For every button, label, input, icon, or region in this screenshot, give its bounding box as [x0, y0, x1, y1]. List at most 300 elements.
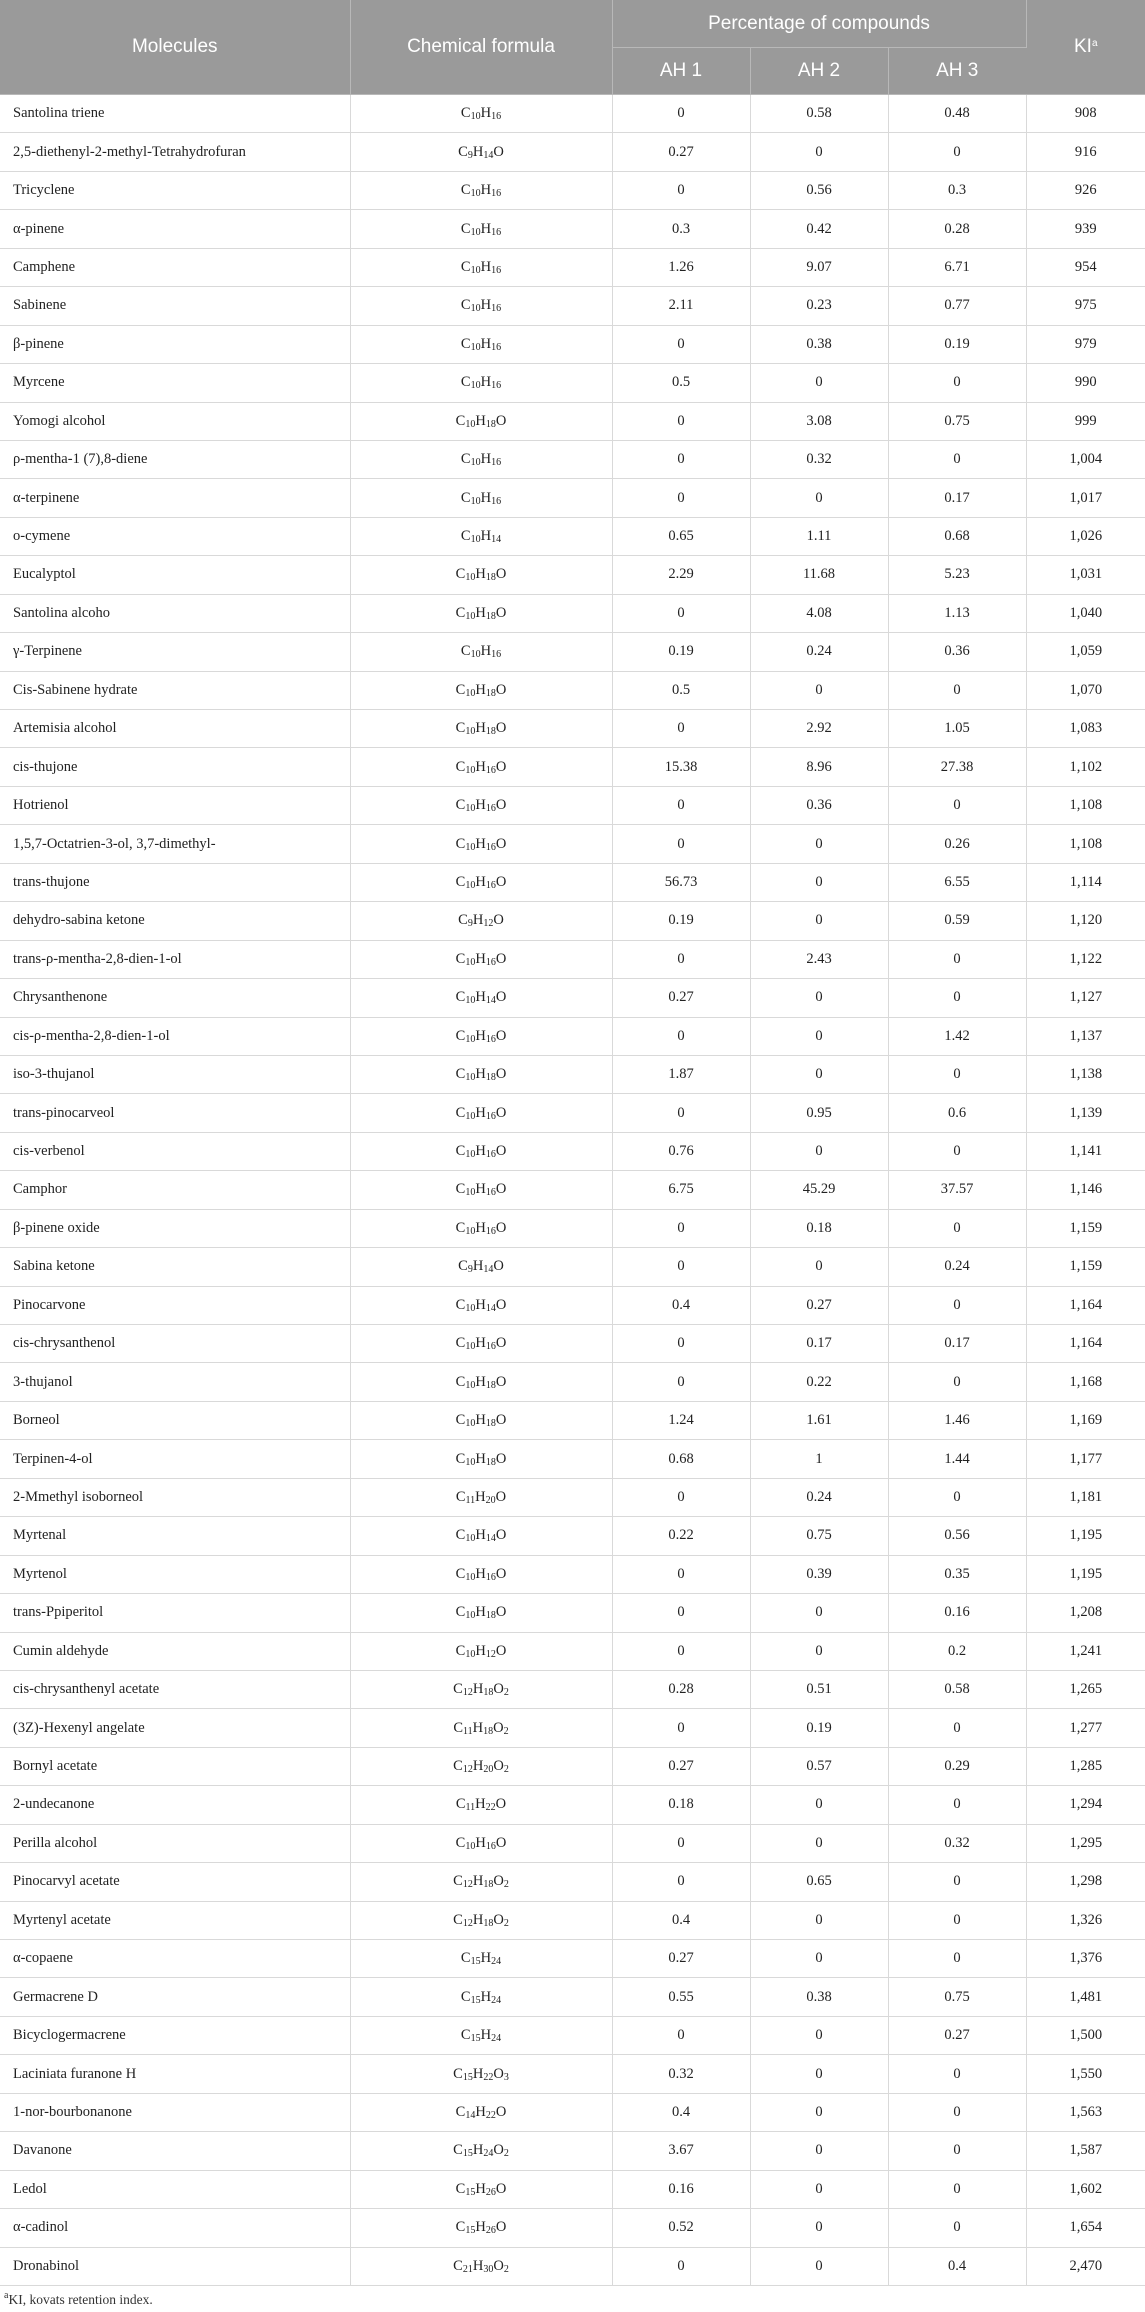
- ah2-value-cell: 0: [750, 1017, 888, 1055]
- ah3-value-cell: 0: [888, 440, 1026, 478]
- ki-value-cell: 1,159: [1026, 1209, 1145, 1247]
- chemical-formula-cell: $C_{10}H_{16}O$: [350, 863, 612, 901]
- chemical-formula-cell: $C_{10}H_{14}O$: [350, 979, 612, 1017]
- ah1-value-cell: 0.22: [612, 1517, 750, 1555]
- chemical-formula-cell: $C_{10}H_{16}O$: [350, 1017, 612, 1055]
- ki-value-cell: 1,137: [1026, 1017, 1145, 1055]
- ah1-value-cell: 0.27: [612, 1747, 750, 1785]
- molecule-name-cell: α-pinene: [0, 210, 350, 248]
- ki-value-cell: 1,587: [1026, 2132, 1145, 2170]
- table-row: [0, 671, 1145, 709]
- ah3-value-cell: 0.35: [888, 1555, 1026, 1593]
- molecule-name-cell: Myrtenol: [0, 1555, 350, 1593]
- ah3-value-cell: 0.36: [888, 633, 1026, 671]
- ah1-value-cell: 0: [612, 325, 750, 363]
- ki-value-cell: 1,177: [1026, 1440, 1145, 1478]
- table-row: [0, 287, 1145, 325]
- chemical-formula-cell: $C_{10}H_{18}O$: [350, 710, 612, 748]
- ah2-value-cell: 0.24: [750, 1478, 888, 1516]
- molecule-name-cell: Sabinene: [0, 287, 350, 325]
- ah3-value-cell: 1.05: [888, 710, 1026, 748]
- chemical-formula-cell: $C_{10}H_{16}O$: [350, 1209, 612, 1247]
- ah2-value-cell: 0.19: [750, 1709, 888, 1747]
- molecule-name-cell: Dronabinol: [0, 2247, 350, 2285]
- chemical-formula-cell: $C_{10}H_{16}$: [350, 248, 612, 286]
- ah3-value-cell: 0.19: [888, 325, 1026, 363]
- ah3-value-cell: 0: [888, 1940, 1026, 1978]
- ah1-value-cell: 0: [612, 710, 750, 748]
- ah3-value-cell: 0: [888, 2132, 1026, 2170]
- table-row: [0, 171, 1145, 209]
- ah1-value-cell: 0: [612, 594, 750, 632]
- ah3-value-cell: 0.16: [888, 1594, 1026, 1632]
- ah2-value-cell: 11.68: [750, 556, 888, 594]
- ki-value-cell: 1,550: [1026, 2055, 1145, 2093]
- header-molecules: Molecules: [0, 0, 350, 95]
- ah2-value-cell: 0: [750, 1132, 888, 1170]
- ah3-value-cell: 0.77: [888, 287, 1026, 325]
- ah2-value-cell: 0.32: [750, 440, 888, 478]
- table-row: [0, 2247, 1145, 2285]
- ah3-value-cell: 0.48: [888, 95, 1026, 133]
- table-row: [0, 940, 1145, 978]
- molecule-name-cell: β-pinene: [0, 325, 350, 363]
- table-row: [0, 1940, 1145, 1978]
- ki-value-cell: 1,326: [1026, 1901, 1145, 1939]
- header-percentage: Percentage of compounds: [612, 0, 1026, 48]
- molecule-name-cell: Bornyl acetate: [0, 1747, 350, 1785]
- chemical-formula-cell: $C_{10}H_{16}O$: [350, 1094, 612, 1132]
- chemical-formula-cell: $C_{10}H_{16}O$: [350, 1132, 612, 1170]
- table-row: [0, 863, 1145, 901]
- ah2-value-cell: 0.65: [750, 1863, 888, 1901]
- ah1-value-cell: 2.11: [612, 287, 750, 325]
- ki-value-cell: 1,108: [1026, 786, 1145, 824]
- chemical-formula-cell: $C_{10}H_{16}$: [350, 364, 612, 402]
- table-row: [0, 1863, 1145, 1901]
- chemical-formula-cell: $C_{10}H_{16}O$: [350, 1555, 612, 1593]
- table-row: [0, 248, 1145, 286]
- molecule-name-cell: ρ-mentha-1 (7),8-diene: [0, 440, 350, 478]
- chemical-formula-cell: $C_{15}H_{26}O$: [350, 2170, 612, 2208]
- molecule-name-cell: Myrtenyl acetate: [0, 1901, 350, 1939]
- chemical-formula-cell: $C_{10}H_{18}O$: [350, 1594, 612, 1632]
- ki-value-cell: 1,195: [1026, 1555, 1145, 1593]
- ah3-value-cell: 0.75: [888, 1978, 1026, 2016]
- ki-value-cell: 1,108: [1026, 825, 1145, 863]
- chemical-formula-cell: $C_{15}H_{26}O$: [350, 2209, 612, 2247]
- table-row: [0, 1440, 1145, 1478]
- ki-value-cell: 1,500: [1026, 2016, 1145, 2054]
- chemical-formula-cell: $C_{11}H_{20}O$: [350, 1478, 612, 1516]
- ah1-value-cell: 0: [612, 1824, 750, 1862]
- ki-value-cell: 1,026: [1026, 517, 1145, 555]
- table-row: [0, 364, 1145, 402]
- ah1-value-cell: 0: [612, 1555, 750, 1593]
- ah2-value-cell: 0.51: [750, 1670, 888, 1708]
- table-row: [0, 1401, 1145, 1439]
- ah2-value-cell: 0.42: [750, 210, 888, 248]
- molecule-name-cell: cis-ρ-mentha-2,8-dien-1-ol: [0, 1017, 350, 1055]
- ki-value-cell: 1,070: [1026, 671, 1145, 709]
- table-row: [0, 1670, 1145, 1708]
- ah2-value-cell: 0.22: [750, 1363, 888, 1401]
- ah3-value-cell: 0.6: [888, 1094, 1026, 1132]
- chemical-formula-cell: $C_{10}H_{16}O$: [350, 940, 612, 978]
- chemical-formula-cell: $C_{15}H_{24}$: [350, 2016, 612, 2054]
- ah2-value-cell: 0.36: [750, 786, 888, 824]
- ah1-value-cell: 0.76: [612, 1132, 750, 1170]
- ah1-value-cell: 1.87: [612, 1055, 750, 1093]
- ah3-value-cell: 0.68: [888, 517, 1026, 555]
- table-header: [0, 0, 1145, 95]
- molecule-name-cell: Pinocarvyl acetate: [0, 1863, 350, 1901]
- molecule-name-cell: Bicyclogermacrene: [0, 2016, 350, 2054]
- ah1-value-cell: 0: [612, 402, 750, 440]
- ah3-value-cell: 0: [888, 133, 1026, 171]
- table-row: [0, 1632, 1145, 1670]
- ah1-value-cell: 0.4: [612, 2093, 750, 2131]
- ah3-value-cell: 0: [888, 1132, 1026, 1170]
- molecule-name-cell: Camphor: [0, 1171, 350, 1209]
- molecule-name-cell: cis-chrysanthenol: [0, 1325, 350, 1363]
- ki-value-cell: 2,470: [1026, 2247, 1145, 2285]
- ki-value-cell: 939: [1026, 210, 1145, 248]
- molecule-name-cell: Pinocarvone: [0, 1286, 350, 1324]
- ki-value-cell: 1,654: [1026, 2209, 1145, 2247]
- ah3-value-cell: 1.44: [888, 1440, 1026, 1478]
- table-row: [0, 1017, 1145, 1055]
- ki-value-cell: 1,295: [1026, 1824, 1145, 1862]
- molecule-name-cell: Borneol: [0, 1401, 350, 1439]
- ah2-value-cell: 0: [750, 1940, 888, 1978]
- ki-value-cell: 1,602: [1026, 2170, 1145, 2208]
- ah1-value-cell: 3.67: [612, 2132, 750, 2170]
- molecule-name-cell: γ-Terpinene: [0, 633, 350, 671]
- ah3-value-cell: 0: [888, 786, 1026, 824]
- chemical-formula-cell: $C_{10}H_{18}O$: [350, 1401, 612, 1439]
- ah1-value-cell: 0: [612, 1209, 750, 1247]
- header-ah2: AH 2: [750, 48, 888, 95]
- ah1-value-cell: 0.4: [612, 1901, 750, 1939]
- ah1-value-cell: 0: [612, 1632, 750, 1670]
- ah3-value-cell: 0: [888, 2055, 1026, 2093]
- chemical-formula-cell: $C_{15}H_{24}$: [350, 1940, 612, 1978]
- molecule-name-cell: α-copaene: [0, 1940, 350, 1978]
- table-row: [0, 1132, 1145, 1170]
- chemical-formula-cell: $C_{10}H_{18}O$: [350, 671, 612, 709]
- table-row: [0, 2093, 1145, 2131]
- chemical-formula-cell: $C_{10}H_{16}$: [350, 325, 612, 363]
- ah3-value-cell: 1.42: [888, 1017, 1026, 1055]
- ah1-value-cell: 0: [612, 479, 750, 517]
- ah2-value-cell: 0: [750, 902, 888, 940]
- ah3-value-cell: 0: [888, 1863, 1026, 1901]
- table-row: [0, 1824, 1145, 1862]
- chemical-formula-cell: $C_{12}H_{18}O_2$: [350, 1901, 612, 1939]
- ah3-value-cell: 0: [888, 364, 1026, 402]
- ah2-value-cell: 0: [750, 1901, 888, 1939]
- ah2-value-cell: 0: [750, 2170, 888, 2208]
- ki-value-cell: 1,159: [1026, 1248, 1145, 1286]
- molecule-name-cell: trans-ρ-mentha-2,8-dien-1-ol: [0, 940, 350, 978]
- ki-value-cell: 1,083: [1026, 710, 1145, 748]
- table-row: [0, 1248, 1145, 1286]
- ah2-value-cell: 1.61: [750, 1401, 888, 1439]
- ki-value-cell: 1,481: [1026, 1978, 1145, 2016]
- table-row: [0, 594, 1145, 632]
- ki-value-cell: 1,294: [1026, 1786, 1145, 1824]
- ki-value-cell: 1,102: [1026, 748, 1145, 786]
- header-ki: [1026, 0, 1145, 95]
- ah1-value-cell: 0: [612, 95, 750, 133]
- ki-value-cell: 954: [1026, 248, 1145, 286]
- ah2-value-cell: 1.11: [750, 517, 888, 555]
- molecule-name-cell: o-cymene: [0, 517, 350, 555]
- table-row: [0, 825, 1145, 863]
- ah2-value-cell: 0.57: [750, 1747, 888, 1785]
- molecule-name-cell: trans-thujone: [0, 863, 350, 901]
- ah1-value-cell: 0.52: [612, 2209, 750, 2247]
- chemical-formula-cell: $C_{10}H_{16}$: [350, 287, 612, 325]
- ah1-value-cell: 0.19: [612, 902, 750, 940]
- molecule-name-cell: 3-thujanol: [0, 1363, 350, 1401]
- ah3-value-cell: 0: [888, 1055, 1026, 1093]
- ki-value-cell: 1,059: [1026, 633, 1145, 671]
- chemical-formula-cell: $C_{12}H_{18}O_2$: [350, 1670, 612, 1708]
- ah2-value-cell: 0.95: [750, 1094, 888, 1132]
- ki-value-cell: 1,563: [1026, 2093, 1145, 2131]
- header-ki-label: KI: [1074, 36, 1092, 57]
- ki-value-cell: 1,164: [1026, 1325, 1145, 1363]
- molecule-name-cell: 2,5-diethenyl-2-methyl-Tetrahydrofuran: [0, 133, 350, 171]
- ah3-value-cell: 1.46: [888, 1401, 1026, 1439]
- ah2-value-cell: 0: [750, 2016, 888, 2054]
- table-row: [0, 1978, 1145, 2016]
- table-row: [0, 325, 1145, 363]
- ah1-value-cell: 0: [612, 2247, 750, 2285]
- chemical-formula-cell: $C_{14}H_{22}O$: [350, 2093, 612, 2131]
- table-row: [0, 2209, 1145, 2247]
- chemical-formula-cell: $C_{12}H_{20}O_2$: [350, 1747, 612, 1785]
- molecule-name-cell: Germacrene D: [0, 1978, 350, 2016]
- molecule-name-cell: Santolina alcoho: [0, 594, 350, 632]
- ah1-value-cell: 0.27: [612, 979, 750, 1017]
- ah2-value-cell: 0.38: [750, 325, 888, 363]
- table-row: [0, 479, 1145, 517]
- ki-value-cell: 1,208: [1026, 1594, 1145, 1632]
- ki-value-cell: 1,298: [1026, 1863, 1145, 1901]
- chemical-formula-cell: $C_{10}H_{16}O$: [350, 1325, 612, 1363]
- ah3-value-cell: 0: [888, 1363, 1026, 1401]
- table-row: [0, 748, 1145, 786]
- table-row: [0, 786, 1145, 824]
- table-row: [0, 1209, 1145, 1247]
- ah3-value-cell: 0.17: [888, 1325, 1026, 1363]
- molecule-name-cell: Hotrienol: [0, 786, 350, 824]
- molecule-name-cell: Perilla alcohol: [0, 1824, 350, 1862]
- table-row: [0, 1786, 1145, 1824]
- ah1-value-cell: 0.28: [612, 1670, 750, 1708]
- table-row: [0, 1747, 1145, 1785]
- table-row: [0, 902, 1145, 940]
- ah1-value-cell: 0.32: [612, 2055, 750, 2093]
- ah2-value-cell: 2.43: [750, 940, 888, 978]
- table-row: [0, 1594, 1145, 1632]
- header-ah3: AH 3: [888, 48, 1026, 95]
- ah2-value-cell: 45.29: [750, 1171, 888, 1209]
- ki-value-cell: 1,285: [1026, 1747, 1145, 1785]
- ah2-value-cell: 0: [750, 825, 888, 863]
- ah2-value-cell: 0: [750, 2209, 888, 2247]
- ah3-value-cell: 0.26: [888, 825, 1026, 863]
- ah1-value-cell: 0.19: [612, 633, 750, 671]
- table-body: [0, 95, 1145, 2286]
- ki-value-cell: 1,122: [1026, 940, 1145, 978]
- ah2-value-cell: 0: [750, 133, 888, 171]
- ah2-value-cell: 0: [750, 1594, 888, 1632]
- chemical-formula-cell: $C_{15}H_{24}O_2$: [350, 2132, 612, 2170]
- ah1-value-cell: 0.18: [612, 1786, 750, 1824]
- chemical-formula-cell: $C_{10}H_{18}O$: [350, 402, 612, 440]
- molecule-name-cell: Chrysanthenone: [0, 979, 350, 1017]
- ah3-value-cell: 0.58: [888, 1670, 1026, 1708]
- ah2-value-cell: 0: [750, 2093, 888, 2131]
- ki-value-cell: 1,195: [1026, 1517, 1145, 1555]
- table-row: [0, 1286, 1145, 1324]
- ah3-value-cell: 0.75: [888, 402, 1026, 440]
- ah1-value-cell: 0: [612, 1478, 750, 1516]
- chemical-formula-cell: $C_{10}H_{14}O$: [350, 1517, 612, 1555]
- ah2-value-cell: 0: [750, 2247, 888, 2285]
- molecule-name-cell: Terpinen-4-ol: [0, 1440, 350, 1478]
- molecule-name-cell: α-cadinol: [0, 2209, 350, 2247]
- chemical-formula-cell: $C_{10}H_{16}$: [350, 633, 612, 671]
- table-row: [0, 2132, 1145, 2170]
- header-ki-sup: a: [1091, 38, 1098, 49]
- ah1-value-cell: 0.68: [612, 1440, 750, 1478]
- chemical-formula-cell: $C_{10}H_{16}$: [350, 210, 612, 248]
- ah2-value-cell: 0.23: [750, 287, 888, 325]
- table-row: [0, 440, 1145, 478]
- ah1-value-cell: 0: [612, 1017, 750, 1055]
- ah2-value-cell: 0: [750, 863, 888, 901]
- molecule-name-cell: Cis-Sabinene hydrate: [0, 671, 350, 709]
- ki-value-cell: 1,265: [1026, 1670, 1145, 1708]
- ah1-value-cell: 0: [612, 440, 750, 478]
- molecule-name-cell: cis-thujone: [0, 748, 350, 786]
- ah3-value-cell: 0.17: [888, 479, 1026, 517]
- ki-value-cell: 908: [1026, 95, 1145, 133]
- ki-value-cell: 1,040: [1026, 594, 1145, 632]
- ki-value-cell: 990: [1026, 364, 1145, 402]
- ah3-value-cell: 0.28: [888, 210, 1026, 248]
- ki-value-cell: 1,277: [1026, 1709, 1145, 1747]
- molecule-name-cell: trans-Ppiperitol: [0, 1594, 350, 1632]
- ki-value-cell: 1,376: [1026, 1940, 1145, 1978]
- table-row: [0, 1478, 1145, 1516]
- molecule-name-cell: Laciniata furanone H: [0, 2055, 350, 2093]
- molecule-name-cell: trans-pinocarveol: [0, 1094, 350, 1132]
- ah2-value-cell: 9.07: [750, 248, 888, 286]
- ah1-value-cell: 0.65: [612, 517, 750, 555]
- ah1-value-cell: 0.16: [612, 2170, 750, 2208]
- table-row: [0, 979, 1145, 1017]
- molecule-name-cell: iso-3-thujanol: [0, 1055, 350, 1093]
- chemical-formula-cell: $C_{12}H_{18}O_2$: [350, 1863, 612, 1901]
- ah2-value-cell: 0: [750, 1824, 888, 1862]
- ah2-value-cell: 0.18: [750, 1209, 888, 1247]
- chemical-formula-cell: $C_{11}H_{18}O_2$: [350, 1709, 612, 1747]
- ki-value-cell: 926: [1026, 171, 1145, 209]
- chemical-formula-cell: $C_{10}H_{16}$: [350, 440, 612, 478]
- ah3-value-cell: 0: [888, 940, 1026, 978]
- ah1-value-cell: 56.73: [612, 863, 750, 901]
- chemical-formula-cell: $C_{10}H_{16}O$: [350, 786, 612, 824]
- header-chemical-formula: Chemical formula: [350, 0, 612, 95]
- ah2-value-cell: 0: [750, 2132, 888, 2170]
- ah3-value-cell: 0.3: [888, 171, 1026, 209]
- ki-value-cell: 1,241: [1026, 1632, 1145, 1670]
- ah1-value-cell: 0: [612, 1594, 750, 1632]
- molecule-name-cell: 2-Mmethyl isoborneol: [0, 1478, 350, 1516]
- ah3-value-cell: 0: [888, 1478, 1026, 1516]
- ah3-value-cell: 0: [888, 1901, 1026, 1939]
- ki-value-cell: 1,127: [1026, 979, 1145, 1017]
- molecule-name-cell: Myrtenal: [0, 1517, 350, 1555]
- ki-value-cell: 1,168: [1026, 1363, 1145, 1401]
- ah1-value-cell: 0: [612, 171, 750, 209]
- molecule-name-cell: Eucalyptol: [0, 556, 350, 594]
- ah2-value-cell: 0: [750, 671, 888, 709]
- ah3-value-cell: 6.55: [888, 863, 1026, 901]
- ah2-value-cell: 0.38: [750, 1978, 888, 2016]
- ah1-value-cell: 0.55: [612, 1978, 750, 2016]
- ah2-value-cell: 1: [750, 1440, 888, 1478]
- ah1-value-cell: 15.38: [612, 748, 750, 786]
- ah2-value-cell: 0: [750, 1248, 888, 1286]
- chemical-formula-cell: $C_{10}H_{16}$: [350, 95, 612, 133]
- ki-value-cell: 1,031: [1026, 556, 1145, 594]
- ah3-value-cell: 6.71: [888, 248, 1026, 286]
- table-row: [0, 210, 1145, 248]
- ah2-value-cell: 0: [750, 979, 888, 1017]
- chemical-formula-cell: $C_{10}H_{18}O$: [350, 594, 612, 632]
- ah3-value-cell: 0: [888, 2170, 1026, 2208]
- table-row: [0, 1171, 1145, 1209]
- ah3-value-cell: 37.57: [888, 1171, 1026, 1209]
- ki-value-cell: 1,120: [1026, 902, 1145, 940]
- table-row: [0, 2016, 1145, 2054]
- chemical-formula-cell: $C_{10}H_{16}O$: [350, 825, 612, 863]
- ah3-value-cell: 0: [888, 2093, 1026, 2131]
- ah1-value-cell: 0: [612, 1709, 750, 1747]
- ah3-value-cell: 0: [888, 979, 1026, 1017]
- ah2-value-cell: 0: [750, 1632, 888, 1670]
- ki-value-cell: 1,114: [1026, 863, 1145, 901]
- ah2-value-cell: 4.08: [750, 594, 888, 632]
- chemical-formula-cell: $C_{10}H_{18}O$: [350, 1440, 612, 1478]
- chemical-formula-cell: $C_{15}H_{24}$: [350, 1978, 612, 2016]
- ah2-value-cell: 0: [750, 479, 888, 517]
- molecule-name-cell: (3Z)-Hexenyl angelate: [0, 1709, 350, 1747]
- footnote-sup: a: [4, 2289, 9, 2301]
- molecule-name-cell: 1-nor-bourbonanone: [0, 2093, 350, 2131]
- chemical-formula-cell: $C_{10}H_{16}O$: [350, 1171, 612, 1209]
- ki-value-cell: 1,017: [1026, 479, 1145, 517]
- molecule-name-cell: Yomogi alcohol: [0, 402, 350, 440]
- ah2-value-cell: 0: [750, 1055, 888, 1093]
